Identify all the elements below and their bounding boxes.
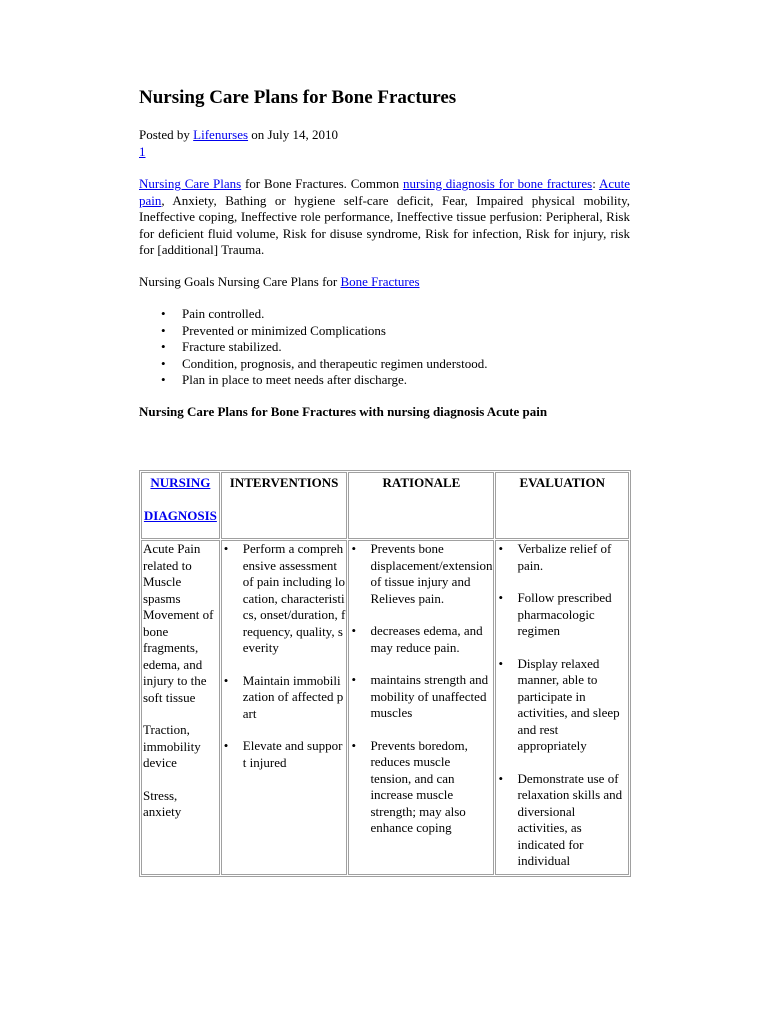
diagnosis-text: Stress, anxiety (143, 787, 182, 819)
bone-fractures-link[interactable]: Bone Fractures (340, 274, 420, 289)
goal-item: • Pain controlled. (182, 306, 487, 323)
post-meta (139, 127, 338, 160)
goal-item: • Plan in place to meet needs after discharge. (182, 372, 487, 389)
evaluation-item: • Display relaxed manner, able to participate in activities, and sleep and rest appropriately (517, 656, 627, 755)
evaluation-list (497, 541, 627, 870)
diagnosis-link[interactable]: DIAGNOSIS (143, 507, 217, 523)
intervention-item: • Elevate and support injured (243, 738, 346, 771)
intervention-item: • Maintain immobilization of affected part (243, 673, 346, 723)
rationale-item: • maintains strength and mobility of unaffected muscles (370, 672, 492, 722)
table-header-row (141, 472, 629, 539)
rationale-list (350, 541, 492, 837)
table-row (141, 540, 629, 875)
section-heading: Nursing Care Plans for Bone Fractures with nursing diagnosis Acute pain (139, 404, 548, 419)
intro-text-2: : (592, 176, 599, 191)
diagnosis-text: Traction, immobility device (143, 722, 201, 770)
intro-text-3: , Anxiety, Bathing or hygiene self-care deficit, Fear, Impaired physical mobility, Ineffective coping, Ineffective role performance, Ineffective tissue perfusion: Peripheral, Risk for deficient fluid volume, Risk for disuse syndrome, Risk for infection, Risk for injury, risk for [additional] Trauma. (139, 192, 630, 257)
rationale-item: • decreases edema, and may reduce pain. (370, 623, 492, 656)
interventions-list (223, 541, 346, 771)
evaluation-item: • Demonstrate use of relaxation skills and diversional activities, as indicated for individual (517, 771, 627, 870)
intervention-item: • Perform a comprehensive assessment of pain including location, characteristics, onset/duration, frequency, quality, severity (243, 541, 346, 657)
author-link[interactable]: Lifenurses (193, 127, 249, 142)
header-rationale: RATIONALE (348, 472, 494, 539)
diagnosis-cell (141, 540, 220, 875)
evaluation-item: • Verbalize relief of pain. (517, 541, 627, 574)
acute-pain-link[interactable]: Acute pain (139, 176, 630, 208)
nursing-care-plans-link[interactable]: Nursing Care Plans (139, 176, 242, 191)
nursing-link[interactable]: NURSING (150, 475, 211, 490)
posted-by-label: Posted by (139, 127, 194, 142)
goals-intro (139, 274, 420, 291)
rationale-cell (348, 540, 494, 875)
evaluation-item: • Follow prescribed pharmacologic regimen (517, 590, 627, 640)
nursing-diagnosis-link[interactable]: nursing diagnosis for bone fractures (402, 176, 593, 191)
intro-text-1: for Bone Fractures. Common (241, 176, 403, 191)
diagnosis-text: Acute Pain related to Muscle spasms Movement of bone fragments, edema, and injury to the soft tissue (143, 541, 214, 705)
goal-item: • Condition, prognosis, and therapeutic regimen understood. (182, 356, 487, 373)
rationale-item: • Prevents bone displacement/extension of tissue injury and Relieves pain. (370, 541, 492, 607)
header-nursing-diagnosis (141, 472, 220, 539)
interventions-cell (221, 540, 348, 875)
header-evaluation: EVALUATION (495, 472, 629, 539)
goals-list (139, 306, 487, 389)
care-plan-table (139, 470, 631, 877)
post-date: on July 14, 2010 (248, 127, 338, 142)
rationale-item: • Prevents boredom, reduces muscle tension, and can increase muscle strength; may also enhance coping (370, 738, 492, 837)
evaluation-cell (495, 540, 629, 875)
goal-item: • Prevented or minimized Complications (182, 323, 487, 340)
header-interventions: INTERVENTIONS (221, 472, 348, 539)
comments-link[interactable]: 1 (139, 143, 146, 159)
intro-paragraph (139, 176, 630, 259)
page-title: Nursing Care Plans for Bone Fractures (139, 87, 457, 108)
goal-item: • Fracture stabilized. (182, 339, 487, 356)
goals-prefix: Nursing Goals Nursing Care Plans for (139, 274, 341, 289)
